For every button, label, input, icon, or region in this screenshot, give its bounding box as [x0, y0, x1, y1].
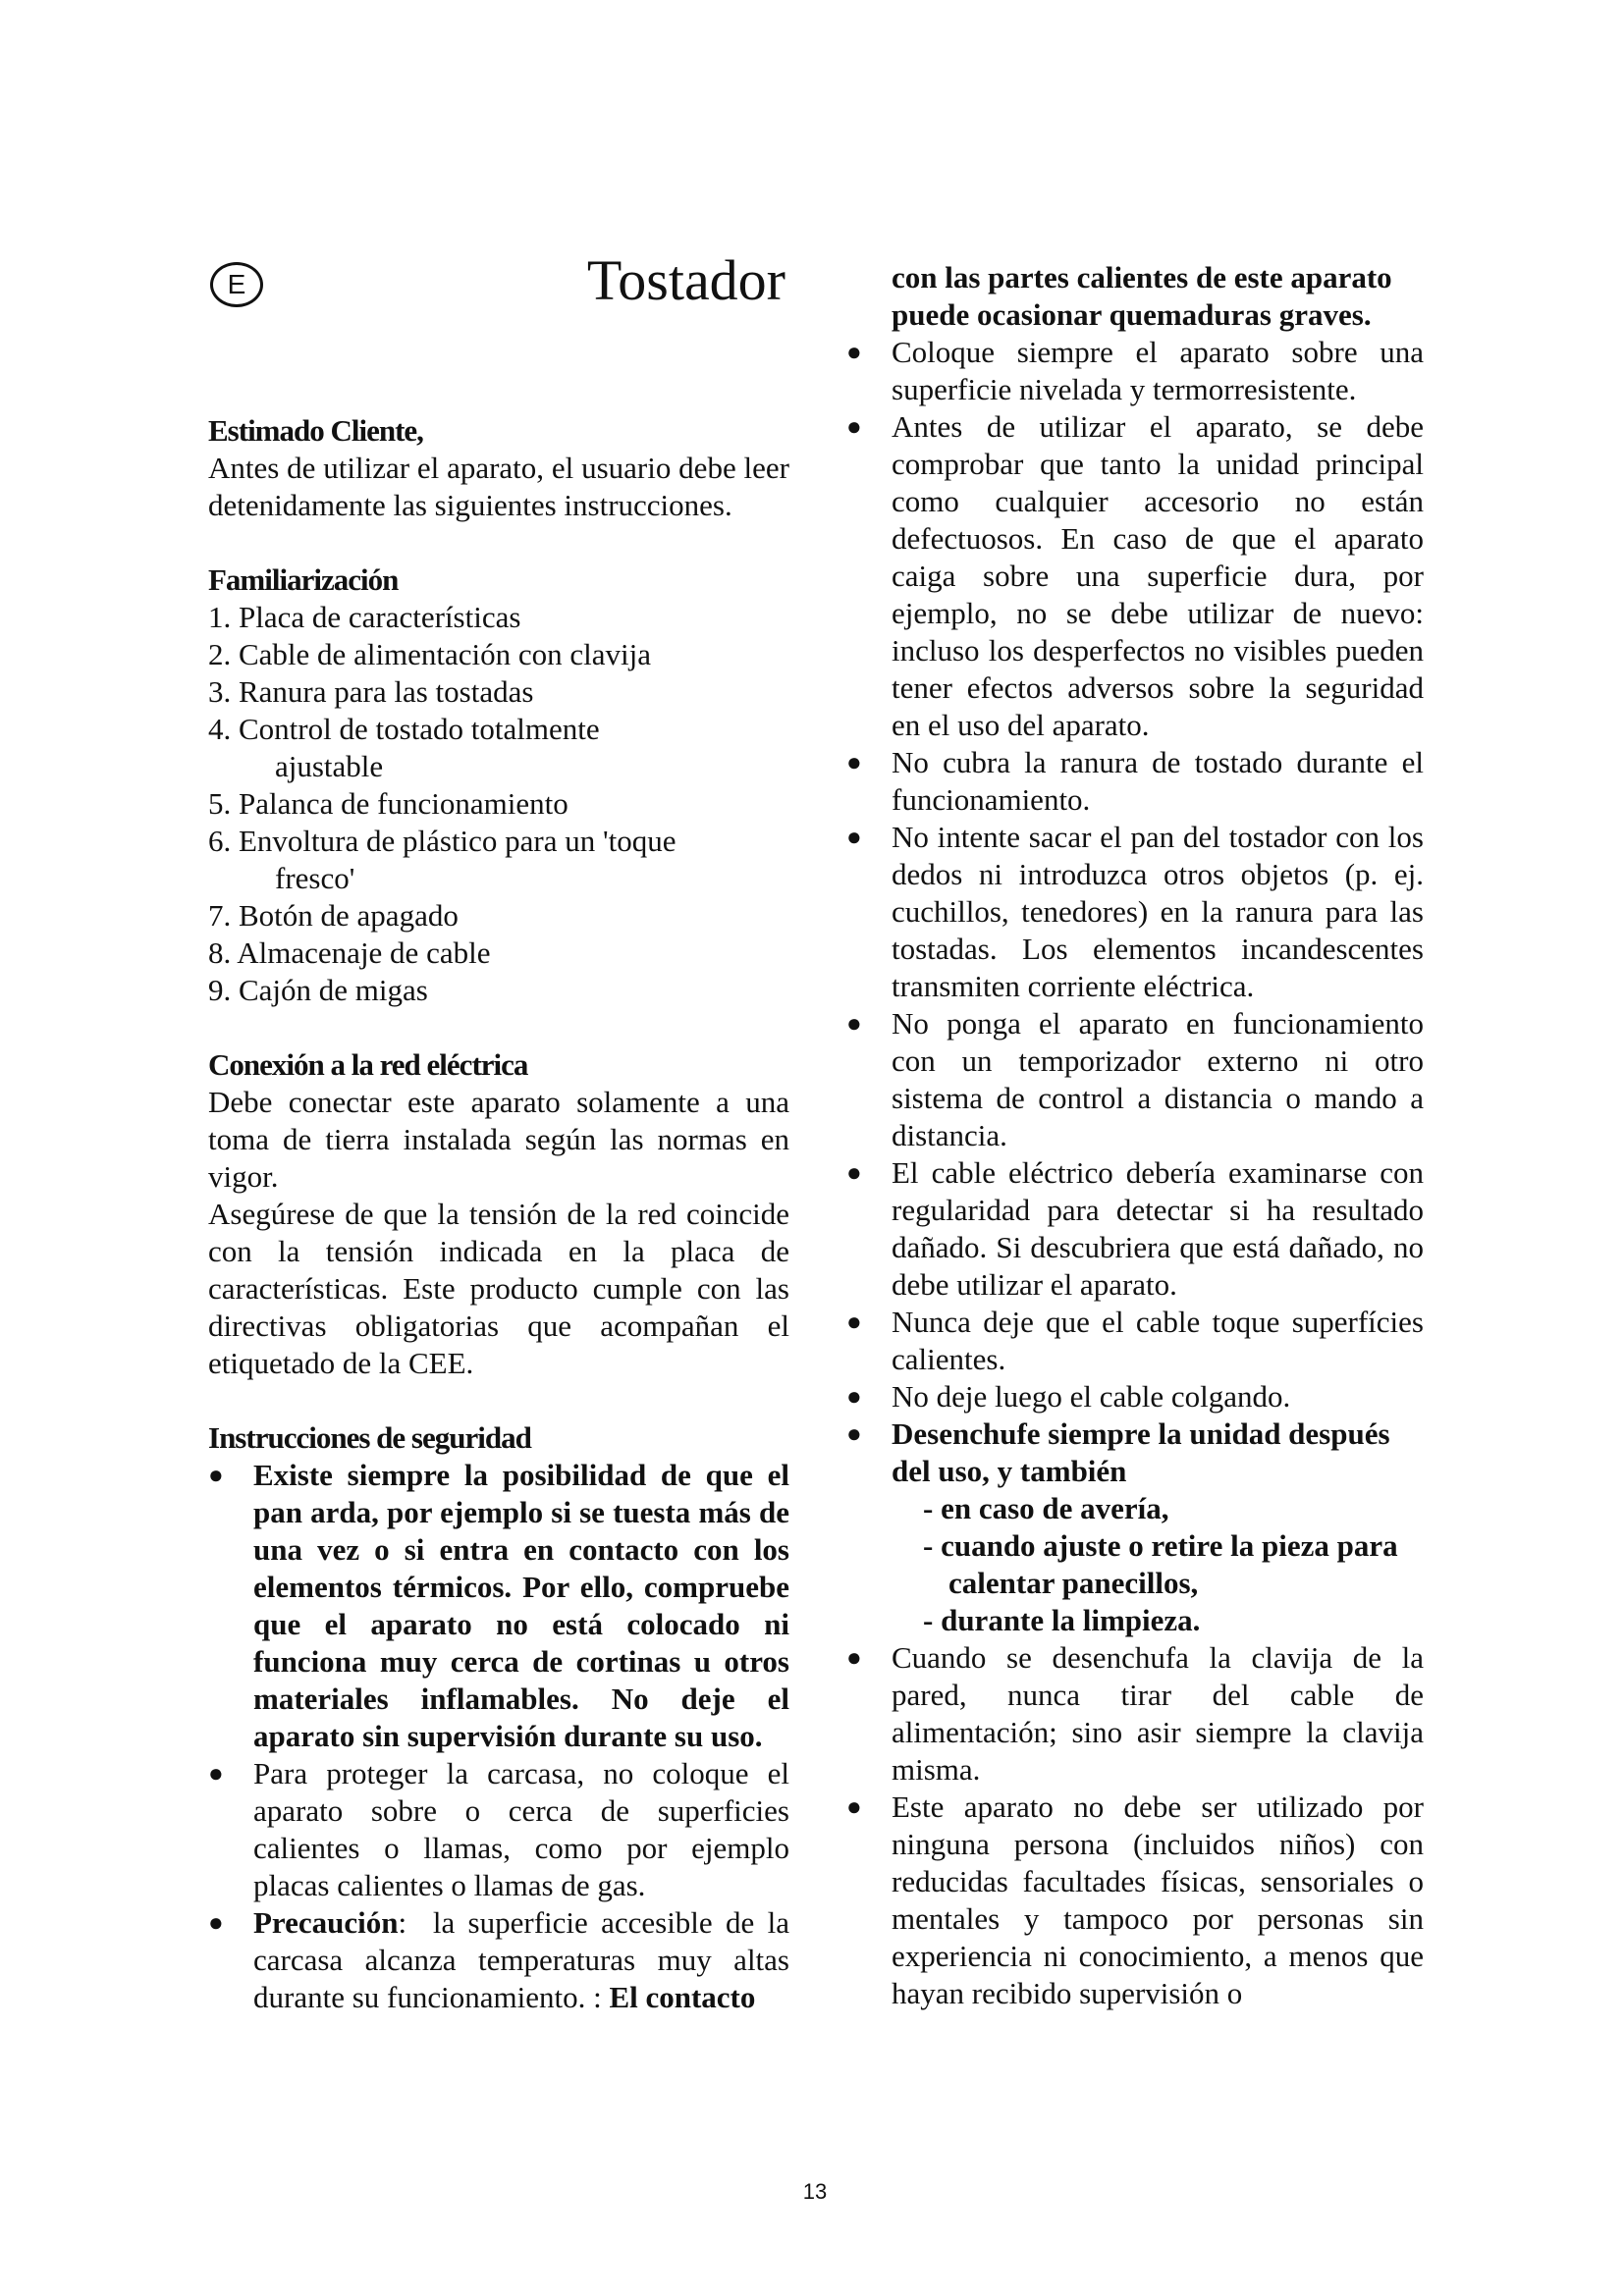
language-code: E	[227, 269, 246, 299]
unplug-bullet	[846, 1415, 1424, 1639]
right-column	[846, 259, 1424, 2012]
bullet-text: ● No deje luego el cable colgando.	[892, 1379, 1291, 1414]
safety-bullet-1	[208, 1457, 789, 1755]
intro-paragraph: Antes de utilizar el aparato, el usuario debe leer detenidamente las siguientes instrucciones.	[208, 451, 789, 522]
bullet-text: ● No cubra la ranura de tostado durante el funcionamiento.	[892, 745, 1424, 817]
left-column	[208, 412, 789, 2016]
bullet-text: ● Antes de utilizar el aparato, se debe comprobar que tanto la unidad principal como cualquier accesorio no están defectuosos. En caso de que el aparato caiga sobre una superficie dura, por ejemplo, no se debe utilizar de nuevo: incluso los desperfectos no visibles pueden tener efectos adversos sobre la seguridad en el uso del aparato.	[892, 409, 1424, 742]
list-item: 2. Cable de alimentación con clavija	[208, 637, 652, 671]
greeting: Estimado Cliente,	[208, 413, 423, 448]
list-item-continuation: fresco'	[275, 861, 355, 895]
list-item: 3. Ranura para las tostadas	[208, 674, 534, 709]
connection-heading: Conexión a la red eléctrica	[208, 1047, 528, 1082]
list-item: 8. Almacenaje de cable	[208, 935, 491, 970]
safety-bullet	[846, 1789, 1424, 2012]
list-item: 4. Control de tostado totalmente	[208, 712, 600, 746]
safety-bullet	[846, 1378, 1424, 1415]
unplug-case-2: - cuando ajuste o retire la pieza para	[923, 1528, 1398, 1563]
safety-bullet	[846, 334, 1424, 408]
connection-paragraph-1: Debe conectar este aparato solamente a una toma de tierra instalada según las normas en vigor.	[208, 1085, 789, 1194]
safety-bullet	[846, 1154, 1424, 1304]
bullet-text: ● No ponga el aparato en funcionamiento con un temporizador externo ni otro sistema de control a distancia o mando a distancia.	[892, 1006, 1424, 1152]
connection-paragraph-2: Asegúrese de que la tensión de la red coincide con la tensión indicada en la placa de características. Este producto cumple con las directivas obligatorias que acompañan el etiquetado de la CEE.	[208, 1197, 789, 1380]
safety-bullet-2-text: ● Para proteger la carcasa, no coloque el aparato sobre o cerca de superficies calientes o llamas, como por ejemplo placas calientes o llamas de gas.	[253, 1756, 789, 1902]
safety-bullet-2	[208, 1755, 789, 1904]
caution-text: la superficie accesible de la carcasa alcanza temperaturas muy altas durante su funcionamiento. :	[253, 1905, 789, 2014]
bullet-text: ● Este aparato no debe ser utilizado por ninguna persona (incluidos niños) con reducidas facultades físicas, sensoriales o mentales y tampoco por personas sin experiencia ni conocimiento, a menos que hayan recibido supervisión o	[892, 1789, 1424, 2010]
list-item: 7. Botón de apagado	[208, 898, 459, 933]
safety-bullet	[846, 1304, 1424, 1378]
safety-bullet-3	[208, 1904, 789, 2016]
unplug-case-1: - en caso de avería,	[923, 1491, 1169, 1525]
safety-bullet	[846, 1005, 1424, 1154]
safety-heading: Instrucciones de seguridad	[208, 1420, 531, 1455]
continued-warning: con las partes calientes de este aparato puede ocasionar quemaduras graves.	[892, 260, 1392, 332]
list-item: 5. Palanca de funcionamiento	[208, 786, 568, 821]
safety-bullet	[846, 744, 1424, 819]
caution-bold-text: El contacto	[609, 1980, 756, 2014]
bullet-text: ● Nunca deje que el cable toque superfícies calientes.	[892, 1305, 1424, 1376]
list-item: 6. Envoltura de plástico para un 'toque	[208, 824, 677, 858]
parts-list	[208, 599, 789, 1009]
bullet-text: ● Cuando se desenchufa la clavija de la pared, nunca tirar del cable de alimentación; sino asir siempre la clavija misma.	[892, 1640, 1424, 1787]
familiarization-heading: Familiarización	[208, 562, 399, 597]
safety-bullet	[846, 1639, 1424, 1789]
page-title: Tostador	[586, 248, 785, 312]
caution-label: Precaución	[253, 1905, 399, 1940]
safety-bullet	[846, 819, 1424, 1005]
language-badge	[210, 262, 263, 307]
bullet-text: ● No intente sacar el pan del tostador con los dedos ni introduzca otros objetos (p. ej. cuchillos, tenedores) en la ranura para las tostadas. Los elementos incandescentes transmiten corriente eléctrica.	[892, 820, 1424, 1003]
unplug-text: ● Desenchufe siempre la unidad después del uso, y también	[892, 1416, 1390, 1488]
unplug-case-2-continuation: calentar panecillos,	[948, 1566, 1199, 1600]
list-item: 9. Cajón de migas	[208, 973, 428, 1007]
list-item-continuation: ajustable	[275, 749, 384, 783]
list-item: 1. Placa de características	[208, 600, 521, 634]
page-number: 13	[802, 2179, 828, 2204]
safety-bullet	[846, 408, 1424, 744]
unplug-case-3: - durante la limpieza.	[923, 1603, 1201, 1637]
caution-separator: :	[398, 1905, 407, 1940]
bullet-text: ● El cable eléctrico debería examinarse con regularidad para detectar si ha resultado dañado. Si descubriera que está dañado, no debe utilizar el aparato.	[892, 1155, 1424, 1302]
bullet-text: ● Coloque siempre el aparato sobre una superficie nivelada y termorresistente.	[892, 335, 1424, 406]
safety-bullet-1-text: ● Existe siempre la posibilidad de que el pan arda, por ejemplo si se tuesta más de una vez o si entra en contacto con los elementos térmicos. Por ello, compruebe que el aparato no está colocado ni funciona muy cerca de cortinas u otros materiales inflamables. No deje el aparato sin supervisión durante su uso.	[253, 1458, 789, 1753]
